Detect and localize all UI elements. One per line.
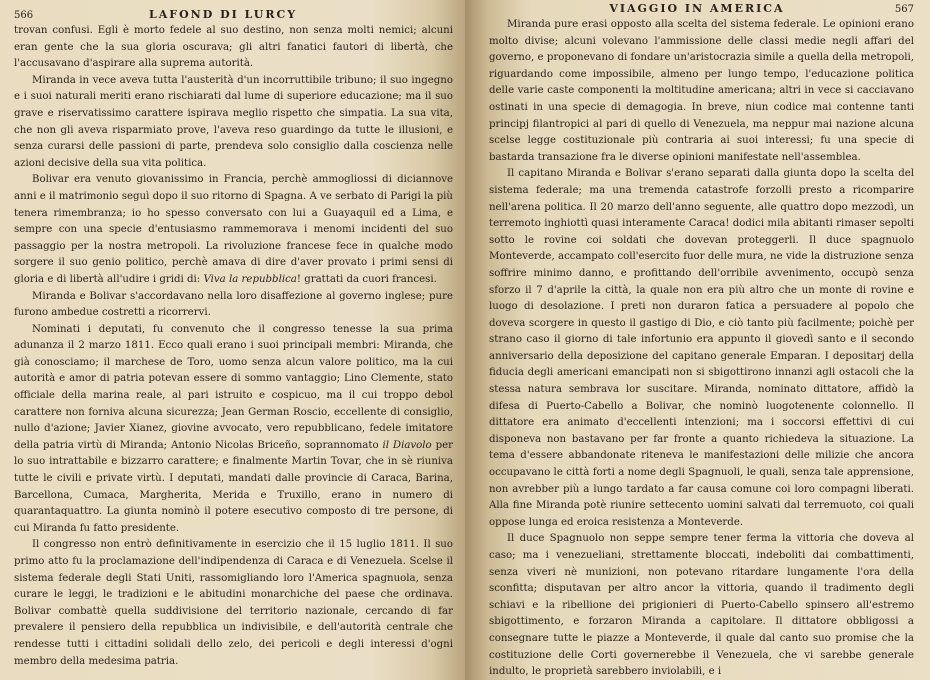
- italic-phrase: il Diavolo: [382, 439, 432, 451]
- left-page-number: 566: [14, 10, 34, 21]
- text-segment: per lo suo intrattabile e bizzarro carattere; e finalmente Martin Tovar, che in sè riuniva tutte le civili e private virtù. I deputati, mandati dalle provincie di Caraca, Barina, Barcellona, Cumaca, Margherita, Merida e Truxillo, erano in numero di quarantaquattro. La giunta nominò il potere esecutivo composto di tre persone, di cui Miranda fu fatto presidente.: [14, 439, 453, 534]
- text-segment: Il congresso non entrò definitivamente in esercizio che il 15 luglio 1811. Il suo primo atto fu la proclamazione dell'indipendenza di Caraca e di Venezuela. Scelse il sistema federale degli Stati Uniti, rassomigliando loro l'America spagnuola, senza curare le leggi, le tradizioni e le abitudini monarchiche del paese che ordinava. Bolivar combattè quella suddivisione del territorio nazionale, cercando di far prevalere il pensiero della repubblica un indivisibile, e dell'autorità centrale che rendesse tutti i cittadini solidali dello zelo, dei pericoli e degli interessi d'ogni membro della medesima patria.: [14, 539, 453, 667]
- text-segment: Il capitano Miranda e Bolivar s'erano separati dalla giunta dopo la scelta del sistema federale; ma una tremenda catastrofe forzolli presto a ricomparire nell'arena politica. Il 20 marzo dell'anno seguente, alle quattro dopo mezzodì, un terremoto inghiottì quasi interamente Caraca! dodici mila abitanti rimaser sepolti sotto le rovine coi soldati che dovevan proteggerli. Il duce spagnuolo Monteverde, accampato coll'esercito fuor delle mura, ne vide la distruzione senza soffrire minimo danno, e profittando dell'orribile avvenimento, occupò senza sforzo il 7 d'aprile la città, la quale non era più altro che un monte di rovine e luogo di desolazione. I preti non duraron fatica a persuadere al popolo che doveva scorgere in questo il gastigo di Dio, e ciò tanto più facilmente; poichè per strano caso il giorno di tale infortunio era appunto il giovedì santo e il secondo anniversario della deposizione del capitano generale Emparan. I depositarj della fiducia degli americani emancipati non si sbigottirono innanzi agli ostacoli che la stessa natura sembrava lor suscitare. Miranda, nominato dittatore, affidò la difesa di Puerto-Cabello a Bolivar, che nominò luogotenente colonnello. Il dittatore era animato d'eccellenti intenzioni; ma i soccorsi effettivi di cui disponeva non bastavano per far fronte a quanto richiedeva la situazione. La tema d'essere abbandonate riteneva le manifestazioni delle milizie che ancora occupavano le città forti a nome degli Spagnuoli, le quali, senza tale apprensione, non avrebber più a lungo tardato a far causa comune coi loro compagni liberati. Alla fine Miranda potè riunire settecento uomini salvati dal terremuoto, coi quali oppose lunga ed eroica resistenza a Monteverde.: [489, 168, 914, 528]
- paragraph: [14, 73, 453, 173]
- text-segment: trovan confusi. Egli è morto fedele al suo destino, non senza molti nemici; alcuni eran gente che la sua gloria oscurava; gli altri fanatici fautori di libertà, che l'accusavano d'aspirare alla suprema autorità.: [14, 25, 453, 70]
- text-segment: Miranda e Bolivar s'accordavano nella loro disaffezione al governo inglese; pure furono ambedue costretti a ricorrervi.: [14, 290, 453, 319]
- right-running-head: [489, 2, 914, 15]
- text-segment: Miranda in vece aveva tutta l'austerità d'un incorruttibile tribuno; il suo ingegno e i suoi naturali meriti erano rischiarati dal lume di superiore educazione; ma il suo grave e riservatissimo carattere ispirava meglio rispetto che simpatia. La sua vita, che non gli aveva risparmiato prove, l'aveva reso guardingo da tutte le illusioni, e senza curarsi delle passioni di parte, prendeva solo consiglio dalla coscienza nelle azioni decisive della sua vita politica.: [14, 74, 453, 169]
- right-page-number: 567: [894, 4, 914, 15]
- left-running-head: [14, 8, 453, 21]
- text-segment: Bolivar era venuto giovanissimo in Francia, perchè ammogliossi di diciannove anni e il matrimonio seguì dopo il suo ritorno di Spagna. A ve serbato di Parigi la più tenera rimembranza; io ho spesso conversato con lui a Guayaquil ed a Lima, e sempre con una specie d'entusiasmo rammemorava i menomi incidenti del suo passaggio per la nostra metropoli. La rivoluzione francese fece in qualche modo sorgere il suo genio politico, perchè amava di dire d'aver provato i primi sensi di gloria e di libertà all'udire i gridi di:: [14, 174, 453, 285]
- italic-phrase: Viva la repubblica: [203, 273, 297, 285]
- right-page: [465, 0, 930, 680]
- left-body-text: [14, 23, 453, 670]
- left-running-title: LAFOND DI LURCY: [149, 8, 298, 21]
- text-segment: ! grattati da cuori francesi.: [296, 273, 437, 285]
- text-segment: Miranda pure erasi opposto alla scelta del sistema federale. Le opinioni erano molto divise; alcuni volevano l'ammissione delle classi medie negli affari del governo, e proponevano di fondare un'aristocrazia simile a quella della metropoli, riguardando come impossibile, almeno per lungo tempo, l'educazione politica delle varie caste componenti la moltitudine americana; altri in vece si cacciavano ostinati in una specie di demagogia. In breve, niun codice mai contenne tanti principj filantropici al pari di quello di Venezuela, ma neppur mai nazione alcuna scelse legge costituzionale più contraria ai suoi interessi; fu una specie di bastarda transazione fra le diverse opinioni manifestate nell'assemblea.: [489, 19, 914, 163]
- paragraph: [14, 23, 453, 73]
- paragraph: [14, 172, 453, 288]
- right-running-title: VIAGGIO IN AMERICA: [609, 2, 785, 15]
- paragraph: [489, 166, 914, 531]
- right-body-text: [489, 17, 914, 680]
- paragraph: [14, 322, 453, 538]
- text-segment: Il duce Spagnuolo non seppe sempre tener ferma la vittoria che doveva al caso; ma i venezueliani, strettamente bloccati, indeboliti dai combattimenti, senza viveri nè munizioni, non potevano ritardare lungamente l'ora della sconfitta; disputavan per altro ancor la vittoria, quando il tradimento degli schiavi e la ribellione dei prigionieri di Puerto-Cabello spinsero all'estremo sbigottimento, e forzaron Miranda a capitolare. Il dittatore obbligossi a consegnare tutte le piazze a Monteverde, il quale dal canto suo promise che la costituzione delle Corti governerebbe il Venezuela, che vi sarebbe generale indulto, le proprietà sarebbero inviolabili, e i: [489, 533, 914, 678]
- paragraph: [14, 289, 453, 322]
- paragraph: [14, 537, 453, 670]
- paragraph: [489, 531, 914, 680]
- text-segment: Nominati i deputati, fu convenuto che il congresso tenesse la sua prima adunanza il 2 marzo 1811. Ecco quali erano i suoi principali membri: Miranda, che già conosciamo; il marchese de Toro, uomo senza alcun valore politico, ma la cui autorità e amor di patria potevan essere di sommo vantaggio; Lino Clemente, stato officiale della marina reale, al pari istruito e cospicuo, ma il cui troppo debol carattere non forniva alcuna sicurezza; Jean German Roscio, eccellente di consiglio, nullo d'azione; Javier Xianez, giovine avvocato, vero repubblicano, fedele imitatore della patria virtù di Miranda; Antonio Nicolas Briceño, soprannomato: [14, 323, 453, 451]
- paragraph: [489, 17, 914, 166]
